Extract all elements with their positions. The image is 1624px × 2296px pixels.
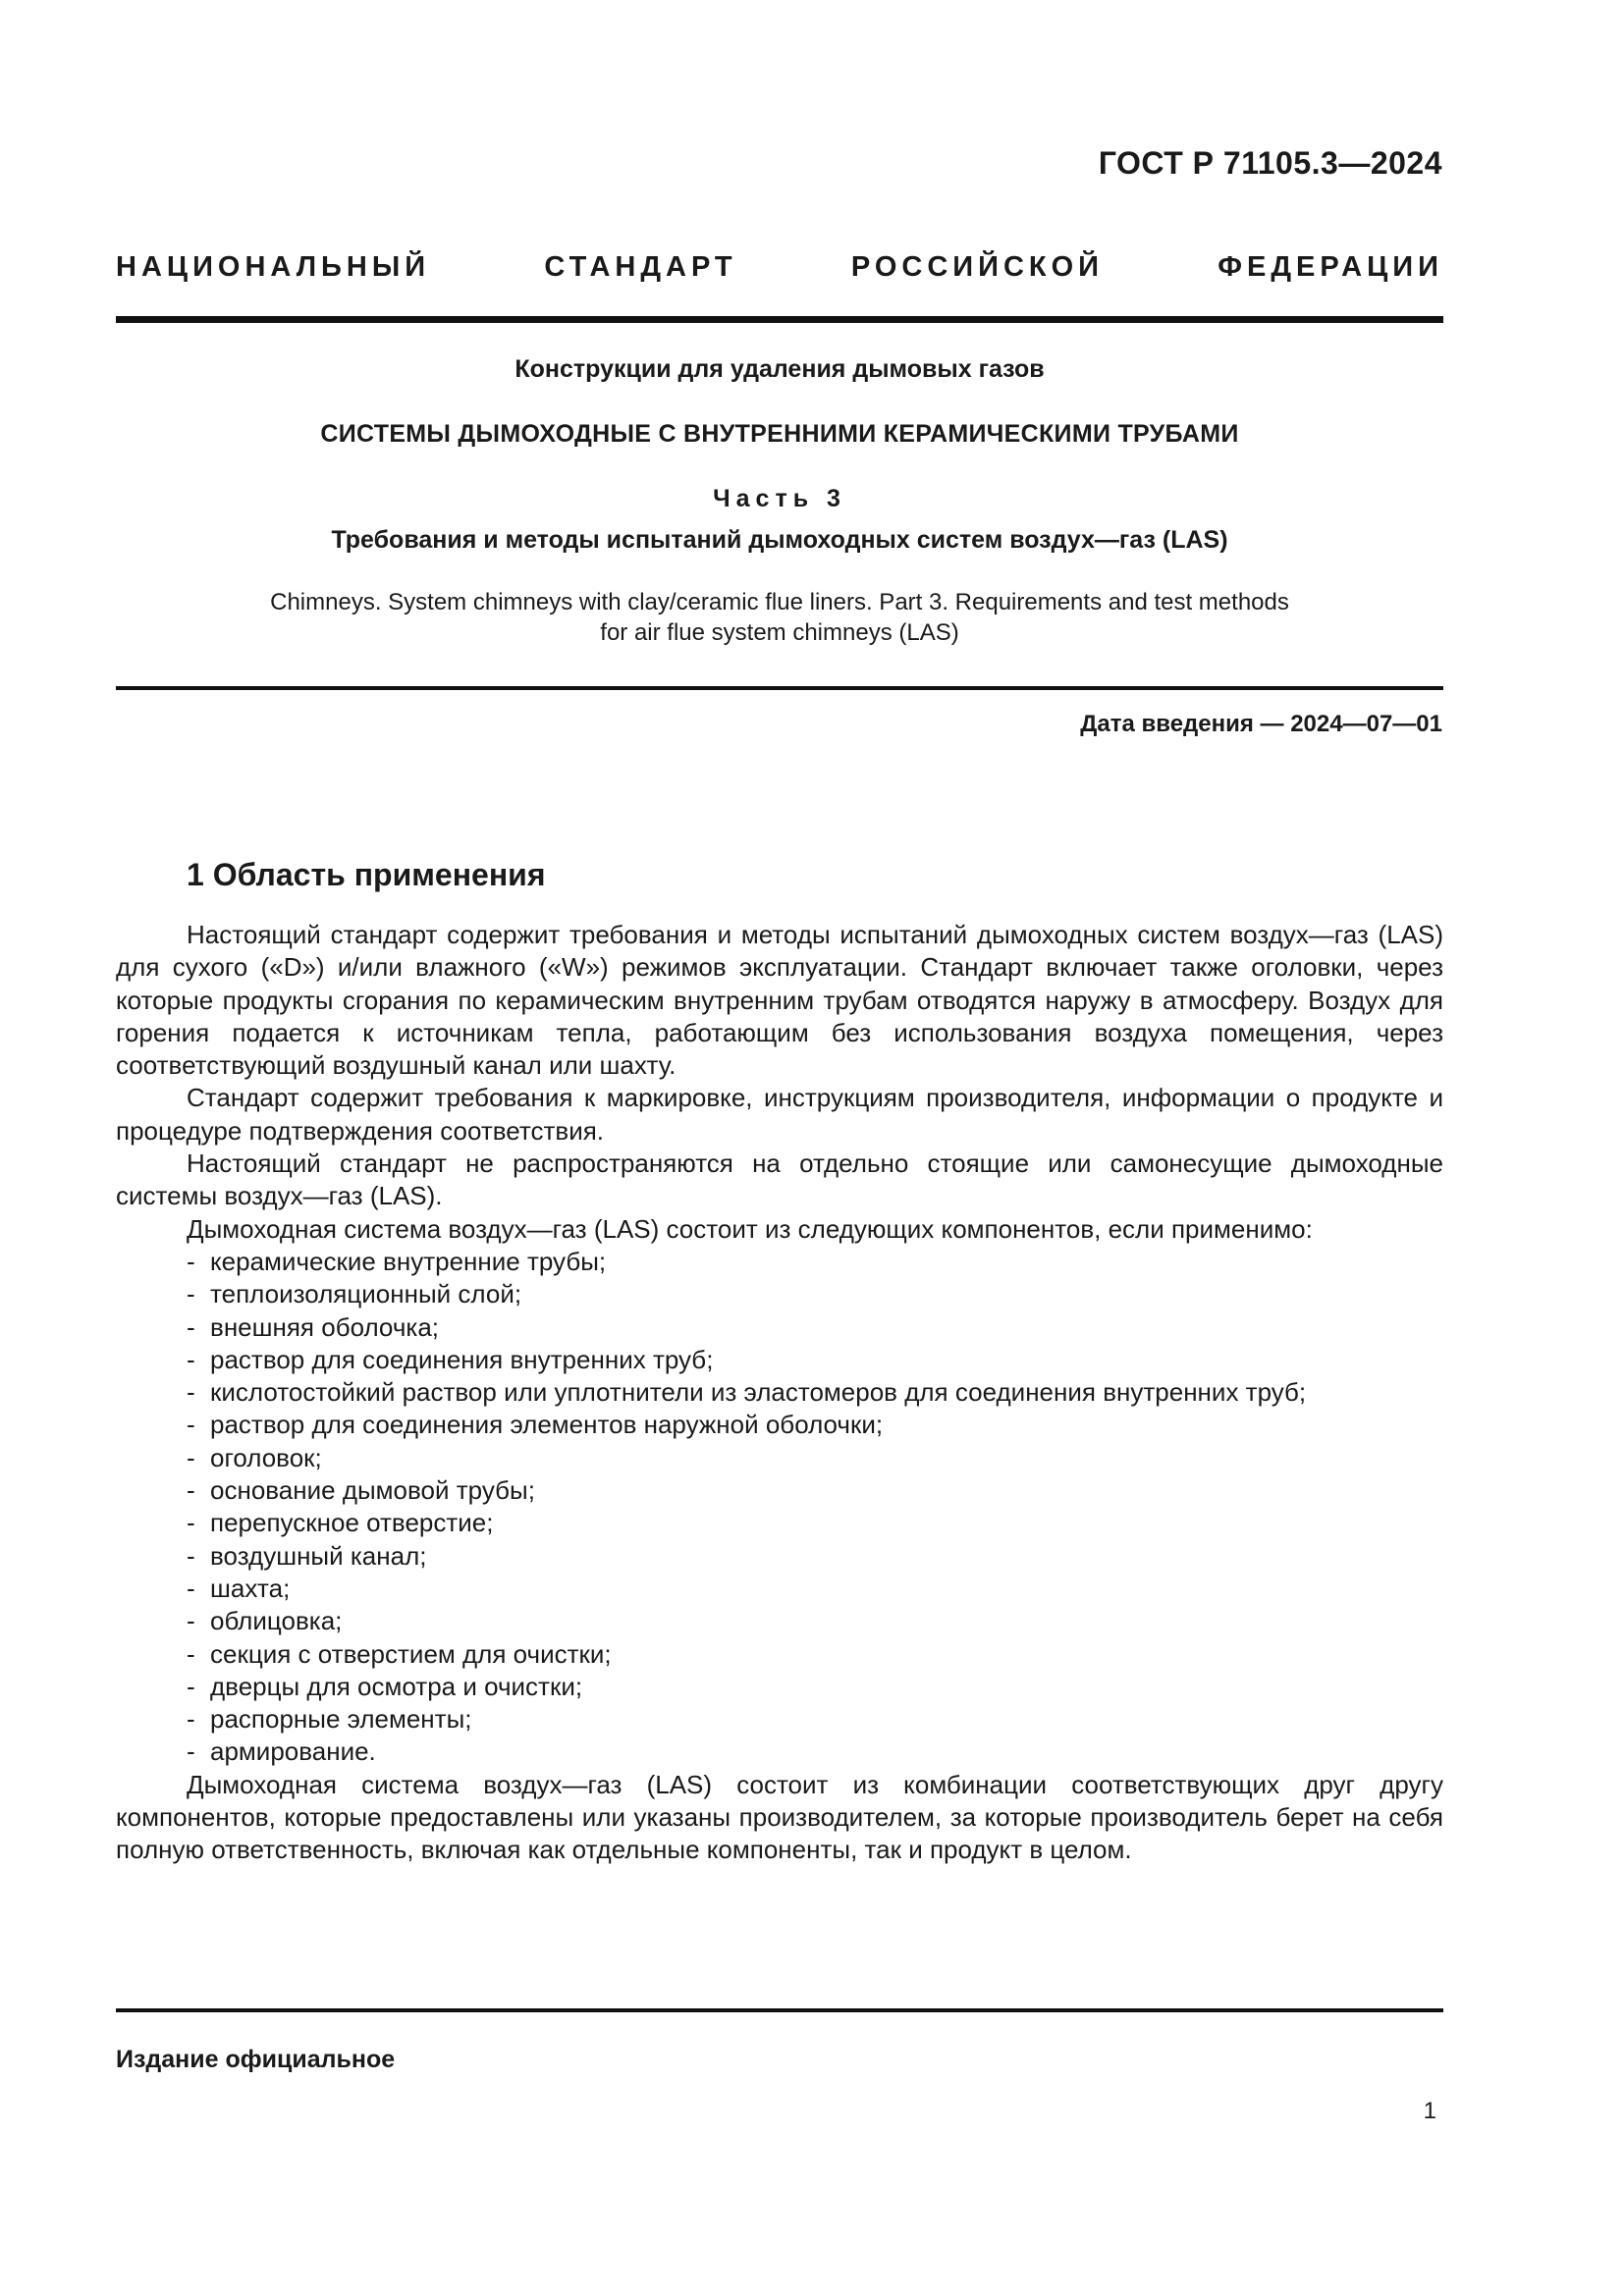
list-item: - раствор для соединения элементов наружной оболочки; [187,1409,1443,1441]
list-item: - внешняя оболочка; [187,1311,1443,1344]
list-item: - основание дымовой трубы; [187,1474,1443,1507]
paragraph: Настоящий стандарт содержит требования и методы испытаний дымоходных систем воздух—газ (LAS) для сухого («D») и/или влажного («W») режимов эксплуатации. Стандарт включает также оголовки, через которые продукты сгорания по керамическим внутренним трубам отводятся наружу в атмосферу. Воздух для горения подается к источникам тепла, работающим без использования воздуха помещения, через соответствующий воздушный канал или шахту. [116,920,1443,1081]
list-item: - секция с отверстием для очистки; [187,1638,1443,1671]
list-marker: - [187,1736,195,1767]
list-marker: - [187,1671,195,1701]
list-item: - оголовок; [187,1442,1443,1474]
list-marker: - [187,1279,195,1309]
list-marker: - [187,1442,195,1472]
paragraph: Настоящий стандарт не распространяются на отдельно стоящие или самонесущие дымоходные системы воздух—газ (LAS). [116,1148,1443,1211]
paragraph: Стандарт содержит требования к маркировке, инструкциям производителя, информации о продукте и процедуре подтверждения соответствия. [116,1083,1443,1146]
document-code: ГОСТ Р 71105.3—2024 [1098,145,1442,181]
title-part: Часть 3 [713,485,846,512]
english-title-line-2: for air flue system chimneys (LAS) [600,619,959,646]
list-marker: - [187,1246,195,1276]
list-marker: - [187,1410,195,1440]
english-title [116,587,1443,648]
national-standard-heading: НАЦИОНАЛЬНЫЙ СТАНДАРТ РОССИЙСКОЙ ФЕДЕРАЦИИ [116,251,1443,283]
list-item: - кислотостойкий раствор или уплотнители из эластомеров для соединения внутренних труб; [187,1376,1443,1409]
list-marker: - [187,1344,195,1374]
list-marker: - [187,1638,195,1669]
list-marker: - [187,1606,195,1636]
list-marker: - [187,1475,195,1506]
list-marker: - [187,1704,195,1735]
title-general: Конструкции для удаления дымовых газов [514,355,1045,383]
english-title-line-1: Chimneys. System chimneys with clay/ceramic flue liners. Part 3. Requirements and test methods [270,589,1289,615]
list-item: - теплоизоляционный слой; [187,1278,1443,1310]
title-divider [116,686,1443,690]
list-item: - раствор для соединения внутренних труб; [187,1344,1443,1376]
paragraph-closing: Дымоходная система воздух—газ (LAS) состоит из комбинации соответствующих друг другу компонентов, которые предоставлены или указаны производителем, за которые производитель берет на себя полную ответственность, включая как отдельные компоненты, так и продукт в целом. [116,1769,1443,1865]
official-edition-label: Издание официальное [116,2046,396,2073]
title-main: СИСТЕМЫ ДЫМОХОДНЫЕ С ВНУТРЕННИМИ КЕРАМИЧЕСКИМИ ТРУБАМИ [320,420,1239,448]
page-number: 1 [1423,2098,1436,2124]
footer-divider [116,2008,1443,2012]
paragraph: Дымоходная система воздух—газ (LAS) состоит из следующих компонентов, если применимо: [187,1213,1313,1244]
components-list [116,1246,1443,1769]
list-marker: - [187,1508,195,1538]
list-marker: - [187,1540,195,1571]
list-item: - дверцы для осмотра и очистки; [187,1671,1443,1703]
header-divider [116,316,1443,323]
list-item: - воздушный канал; [187,1540,1443,1573]
list-item: - распорные элементы; [187,1703,1443,1735]
section-body [116,919,1443,1867]
list-item: - армирование. [187,1735,1443,1768]
introduction-date: Дата введения — 2024—07—01 [1080,711,1442,737]
list-marker: - [187,1377,195,1408]
list-item: - шахта; [187,1573,1443,1605]
list-marker: - [187,1573,195,1603]
list-item: - перепускное отверстие; [187,1507,1443,1539]
section-heading: 1 Область применения [187,857,546,892]
list-item: - облицовка; [187,1605,1443,1637]
list-item: - керамические внутренние трубы; [187,1246,1443,1278]
title-subtitle: Требования и методы испытаний дымоходных систем воздух—газ (LAS) [331,526,1228,554]
list-marker: - [187,1311,195,1342]
